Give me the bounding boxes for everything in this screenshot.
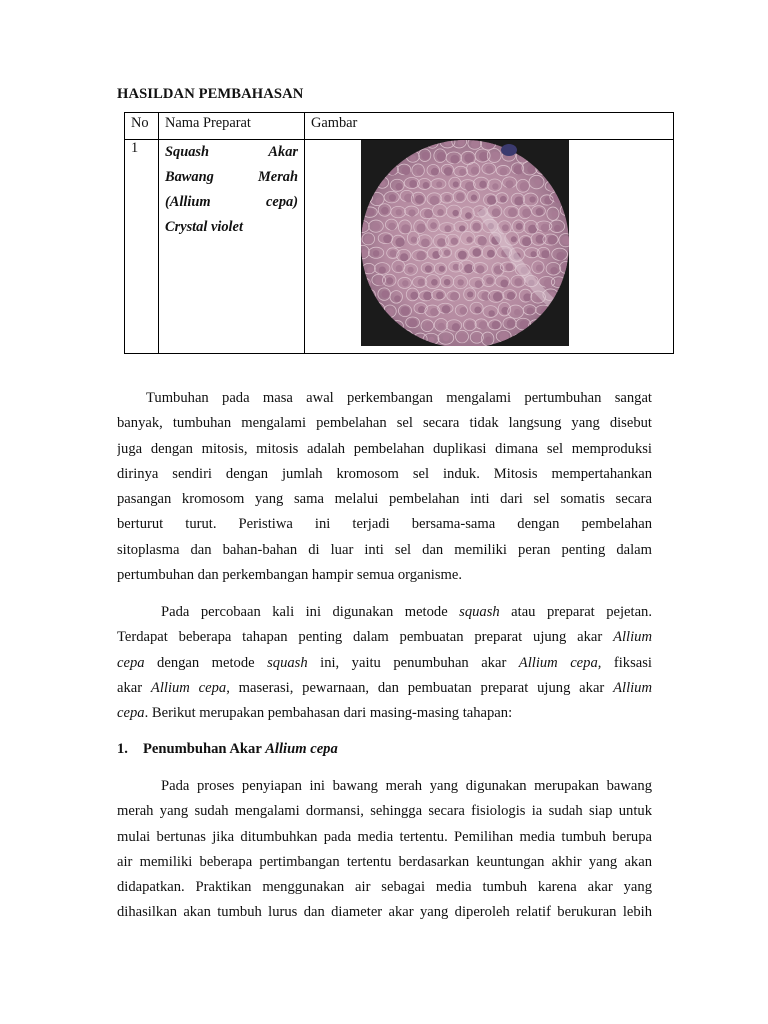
cell-nama-preparat [159,140,305,354]
paragraph-line: Pada percobaan kali ini digunakan metode squash atau preparat pejetan. [161,604,652,620]
subsection-title-italic: Allium cepa [265,741,338,757]
paragraph-line: sitoplasma dan bahan-bahan di luar inti sel dan memiliki peran penting dalam [117,541,652,558]
italic-term: Allium [613,629,652,646]
subsection-title: Penumbuhan Akar [143,741,266,757]
cell-no: 1 [125,140,159,354]
preparat-name-line: Bawang Merah [165,169,298,185]
paragraph-line: berturut turut. Peristiwa ini terjadi bersama-sama dengan pembelahan [117,516,652,533]
italic-term: Allium cepa [150,679,227,696]
paragraph-line: banyak, tumbuhan mengalami pembelahan sel secara tidak langsung yang disebut [117,415,652,432]
italic-term: cepa [117,654,145,671]
paragraph-line: juga dengan mitosis, mitosis adalah pembelahan duplikasi dimana sel memproduksi [117,440,652,457]
paragraph-line: Pada proses penyiapan ini bawang merah yang digunakan merupakan bawang [161,778,652,794]
italic-term: Allium [613,679,652,696]
preparat-name-line: Squash Akar [165,144,298,160]
cell-gambar [305,140,674,354]
italic-term: squash [459,604,500,620]
paragraph-line: pertumbuhan dan perkembangan hampir semua organisme. [117,567,463,584]
paragraph-line: dihasilkan akan tumbuh lurus dan diameter akar yang diperoleh relatif berukuran lebih [117,904,652,921]
header-no: No [125,113,159,140]
microscope-image [361,140,569,346]
table-header-row [125,113,674,140]
italic-term: cepa [117,705,145,722]
paragraph-line: cepa. Berikut merupakan pembahasan dari masing-masing tahapan: [117,705,513,722]
italic-term: Allium cepa [518,654,598,671]
section-heading: HASILDAN PEMBAHASAN [117,86,304,102]
italic-term: squash [267,654,308,671]
header-gambar: Gambar [305,113,674,140]
specimen-table [124,112,674,354]
paragraph-line: didapatkan. Praktikan menggunakan air sebagai media tumbuh karena akar yang [117,879,652,896]
header-nama-preparat: Nama Preparat [159,113,305,140]
paragraph-mitosis [117,386,652,588]
paragraph-line: air memiliki beberapa pertimbangan tertentu berdasarkan keuntungan akhir yang akan [117,853,652,870]
paragraph-squash [117,600,652,726]
paragraph-line: akar Allium cepa, maserasi, pewarnaan, dan pembuatan preparat ujung akar Allium [117,679,652,696]
paragraph-line: Tumbuhan pada masa awal perkembangan mengalami pertumbuhan sangat [146,390,652,406]
preparat-name-line: Crystal violet [165,219,243,235]
paragraph-line: mulai bertunas jika ditumbuhkan pada media tertentu. Pemilihan media tumbuh berupa [117,828,652,845]
paragraph-penumbuhan [117,774,652,926]
subsection-number: 1. [117,741,128,757]
preparat-name-line: (Allium cepa) [165,194,298,210]
paragraph-line: merah yang sudah mengalami dormansi, sehingga secara fisiologis ia sudah siap untuk [117,803,652,820]
paragraph-line: pasangan kromosom yang sama melalui pembelahan inti dari sel somatis secara [117,491,652,508]
microscope-field-graphic [361,140,569,346]
table-row [125,140,674,354]
paragraph-line: Terdapat beberapa tahapan penting dalam pembuatan preparat ujung akar Allium [117,629,652,646]
paragraph-line: dirinya sendiri dengan jumlah kromosom sel induk. Mitosis mempertahankan [117,465,652,482]
paragraph-line: cepa dengan metode squash ini, yaitu penumbuhan akar Allium cepa, fiksasi [117,654,652,671]
subsection-heading [117,741,338,758]
